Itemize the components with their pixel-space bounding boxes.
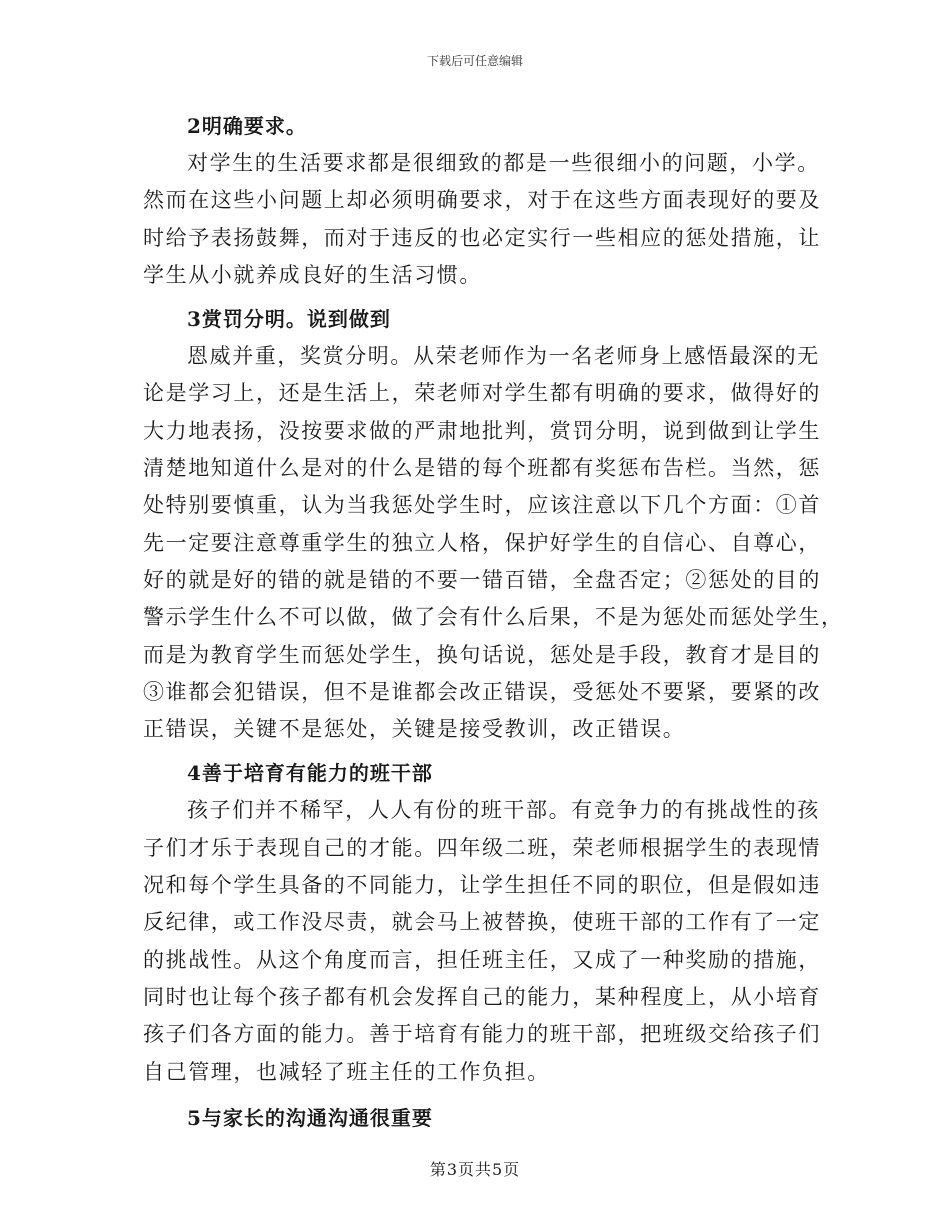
section-heading: 4善于培育有能力的班干部 (187, 761, 433, 786)
paragraph-line: 好的就是好的错的就是错的不要一错百错，全盘否定；②惩处的目的 (143, 567, 821, 592)
paragraph-line: 子们才乐于表现自己的才能。四年级二班，荣老师根据学生的表现情 (143, 835, 821, 860)
paragraph-line: 况和每个学生具备的不同能力，让学生担任不同的职位，但是假如违 (143, 873, 821, 898)
paragraph-line: 大力地表扬，没按要求做的严肃地批判，赏罚分明，说到做到让学生 (143, 418, 821, 443)
paragraph-line: 警示学生什么不可以做，做了会有什么后果，不是为惩处而惩处学生， (143, 605, 844, 630)
page-header: 下载后可任意编辑 (426, 54, 523, 68)
paragraph-line: 时给予表扬鼓舞，而对于违反的也必定实行一些相应的惩处措施，让 (143, 225, 821, 250)
paragraph-line: 清楚地知道什么是对的什么是错的每个班都有奖惩布告栏。当然，惩 (143, 456, 821, 481)
paragraph-line: 先一定要注意尊重学生的独立人格，保护好学生的自信心、自尊心， (143, 530, 821, 555)
section-4 (143, 754, 821, 1090)
paragraph-line: 正错误，关键不是惩处，关键是接受教训，改正错误。 (143, 717, 686, 742)
document-body (143, 107, 844, 1137)
paragraph-line: 学生从小就养成良好的生活习惯。 (143, 262, 482, 287)
paragraph-line: 反纪律，或工作没尽责，就会马上被替换，使班干部的工作有了一定 (143, 910, 821, 935)
paragraph-line: 而是为教育学生而惩处学生，换句话说，惩处是手段，教育才是目的 (143, 642, 821, 667)
paragraph-line: 孩子们各方面的能力。善于培育有能力的班干部，把班级交给孩子们 (143, 1022, 821, 1047)
paragraph-line: 孩子们并不稀罕，人人有份的班干部。有竞争力的有挑战性的孩 (187, 798, 820, 823)
section-heading: 5与家长的沟通沟通很重要 (187, 1105, 433, 1130)
paragraph-line: 然而在这些小问题上却必须明确要求，对于在这些方面表现好的要及 (143, 188, 821, 213)
section-2 (143, 107, 821, 294)
section-heading: 2明确要求。 (187, 114, 307, 138)
page-number: 第3页共5页 (429, 1160, 521, 1179)
section-heading: 3赏罚分明。说到做到 (187, 307, 391, 332)
paragraph-line: 论是学习上，还是生活上，荣老师对学生都有明确的要求，做得好的 (143, 381, 821, 406)
paragraph-line: 同时也让每个孩子都有机会发挥自己的能力，某种程度上，从小培育 (143, 984, 821, 1009)
paragraph-line: 恩威并重，奖赏分明。从荣老师作为一名老师身上感悟最深的无 (187, 344, 820, 369)
paragraph-line: ③谁都会犯错误，但不是谁都会改正错误，受惩处不要紧，要紧的改 (143, 679, 821, 704)
paragraph-line: 自己管理，也减轻了班主任的工作负担。 (143, 1059, 550, 1084)
paragraph-line: 处特别要慎重，认为当我惩处学生时，应该注意以下几个方面：①首 (143, 493, 821, 518)
section-5 (143, 1099, 813, 1137)
section-3 (143, 300, 844, 748)
paragraph-line: 对学生的生活要求都是很细致的都是一些很细小的问题，小学。 (187, 151, 820, 175)
paragraph-line: 的挑战性。从这个角度而言，担任班主任，又成了一种奖励的措施， (143, 947, 821, 972)
